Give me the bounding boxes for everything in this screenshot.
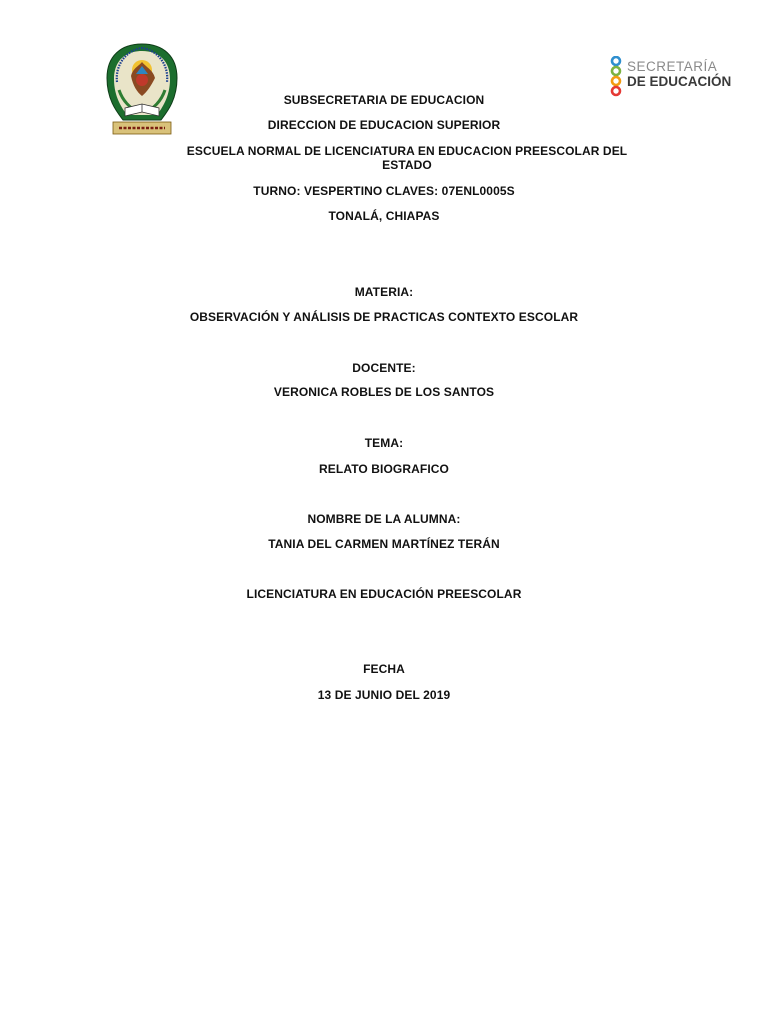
licenciatura-line: LICENCIATURA EN EDUCACIÓN PREESCOLAR — [246, 587, 522, 601]
escuela-line: ESCUELA NORMAL DE LICENCIATURA EN EDUCACION PREESCOLAR DEL ESTADO — [186, 144, 628, 172]
logo-word-secretaria: SECRETARÍA — [627, 59, 718, 74]
tema-value: RELATO BIOGRAFICO — [319, 462, 449, 476]
materia-value: OBSERVACIÓN Y ANÁLISIS DE PRACTICAS CONTEXTO ESCOLAR — [189, 310, 579, 324]
turno-line: TURNO: VESPERTINO CLAVES: 07ENL0005S — [253, 184, 515, 198]
docente-label: DOCENTE: — [352, 361, 416, 375]
materia-label: MATERIA: — [354, 285, 414, 299]
location-line: TONALÁ, CHIAPAS — [328, 209, 440, 223]
alumna-value: TANIA DEL CARMEN MARTÍNEZ TERÁN — [268, 537, 500, 551]
subsecretaria-line: SUBSECRETARIA DE EDUCACION — [283, 93, 485, 107]
tema-label: TEMA: — [364, 436, 404, 450]
logo-word-de-educacion: DE EDUCACIÓN — [627, 74, 732, 89]
alumna-label: NOMBRE DE LA ALUMNA: — [307, 512, 461, 526]
secretaria-educacion-logo — [608, 56, 750, 98]
colored-rings-icon — [608, 56, 626, 98]
fecha-value: 13 DE JUNIO DEL 2019 — [317, 688, 451, 702]
fecha-label: FECHA — [363, 662, 405, 676]
direccion-line: DIRECCION DE EDUCACION SUPERIOR — [267, 118, 501, 132]
docente-value: VERONICA ROBLES DE LOS SANTOS — [273, 385, 495, 399]
